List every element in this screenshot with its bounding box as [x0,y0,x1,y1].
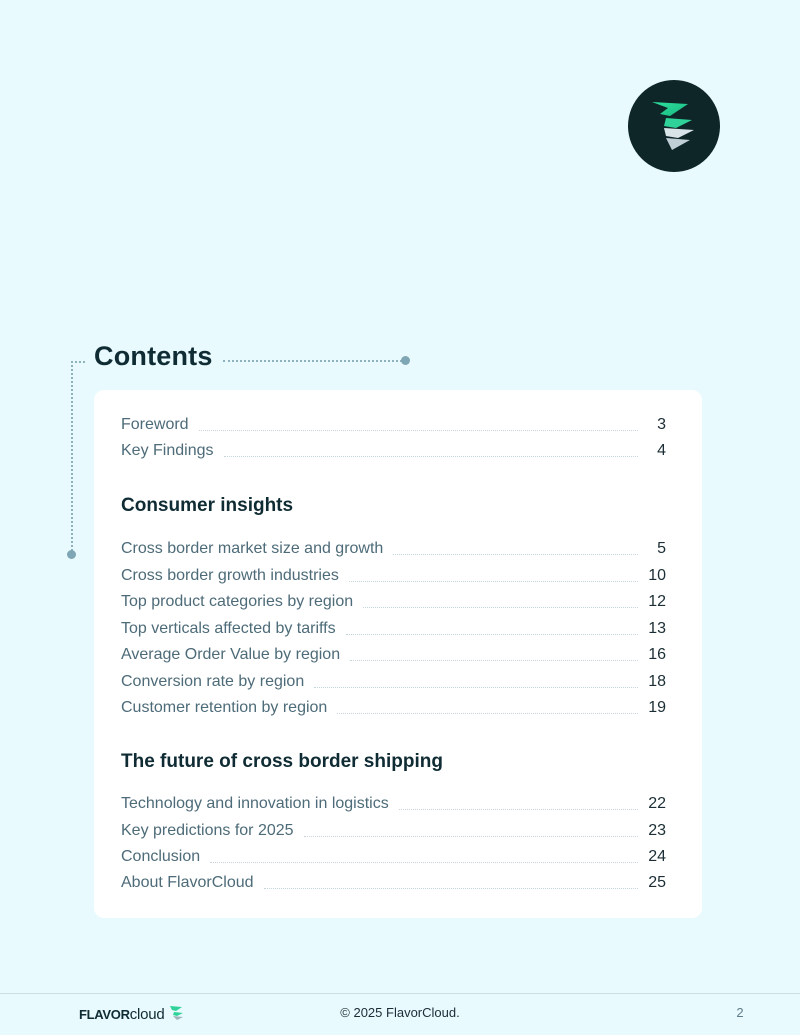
toc-entry-page: 13 [648,620,666,637]
toc-entry-about-flavorcloud[interactable] [121,871,666,893]
toc-entry-label: Key predictions for 2025 [121,822,294,839]
toc-entry-technology-innovation[interactable] [121,792,666,814]
bracket-vertical-dotted-line [71,361,73,551]
toc-entry-label: Top verticals affected by tariffs [121,620,336,637]
footer-copyright: © 2025 FlavorCloud. [340,1005,460,1020]
toc-entry-label: About FlavorCloud [121,874,254,891]
toc-entry-page: 3 [657,416,666,433]
brand-wordmark-cloud: cloud [129,1005,165,1023]
toc-entry-product-categories[interactable] [121,590,666,612]
toc-leader [337,713,638,714]
toc-leader [304,836,638,837]
toc-leader [224,456,639,457]
toc-leader [393,554,638,555]
footer-divider [0,993,800,994]
footer-page-number: 2 [736,1005,744,1020]
toc-entry-page: 5 [657,540,666,557]
toc-entry-page: 19 [648,699,666,716]
toc-leader [264,888,638,889]
toc-entry-label: Key Findings [121,442,214,459]
toc-entry-page: 22 [648,795,666,812]
toc-entry-market-size[interactable] [121,537,666,559]
toc-entry-page: 4 [657,442,666,459]
toc-entry-key-findings[interactable] [121,439,666,461]
toc-leader [363,607,638,608]
toc-entry-conclusion[interactable] [121,845,666,867]
toc-entry-customer-retention[interactable] [121,696,666,718]
toc-entry-page: 24 [648,848,666,865]
bracket-top-dotted-line [71,361,85,363]
toc-entry-verticals-tariffs[interactable] [121,617,666,639]
flavorcloud-mark-icon-svg [648,98,700,154]
toc-leader [346,634,638,635]
toc-entry-label: Average Order Value by region [121,646,341,663]
toc-entry-label: Conclusion [121,848,201,865]
section-heading-future-shipping: The future of cross border shipping [121,751,443,772]
toc-entry-label: Foreword [121,416,189,433]
toc-leader [399,809,638,810]
toc-entry-page: 12 [648,593,666,610]
bracket-dot [67,550,76,559]
section-heading-consumer-insights: Consumer insights [121,495,294,516]
toc-entry-page: 10 [648,567,666,584]
toc-entry-page: 18 [648,673,666,690]
brand-wordmark-flavor: FLAVOR [79,1006,130,1022]
toc-entry-foreword[interactable] [121,413,666,435]
toc-entry-conversion-rate[interactable] [121,670,666,692]
flavorcloud-mark-icon [628,80,720,172]
toc-entry-label: Technology and innovation in logistics [121,795,389,812]
toc-entry-label: Conversion rate by region [121,673,305,690]
toc-entry-page: 23 [648,822,666,839]
contents-title: Contents [94,341,213,371]
toc-entry-label: Cross border market size and growth [121,540,384,557]
toc-leader [349,581,638,582]
title-dotted-line [223,360,402,362]
toc-entry-key-predictions[interactable] [121,819,666,841]
toc-entry-page: 25 [648,874,666,891]
toc-leader [350,660,638,661]
toc-entry-page: 16 [648,646,666,663]
title-dot-end [401,356,410,365]
toc-entry-growth-industries[interactable] [121,564,666,586]
toc-leader [199,430,638,431]
toc-card [94,390,702,918]
toc-leader [210,862,638,863]
toc-entry-average-order-value[interactable] [121,643,666,665]
toc-entry-label: Cross border growth industries [121,567,339,584]
toc-entry-label: Customer retention by region [121,699,328,716]
toc-leader [314,687,638,688]
toc-entry-label: Top product categories by region [121,593,354,610]
